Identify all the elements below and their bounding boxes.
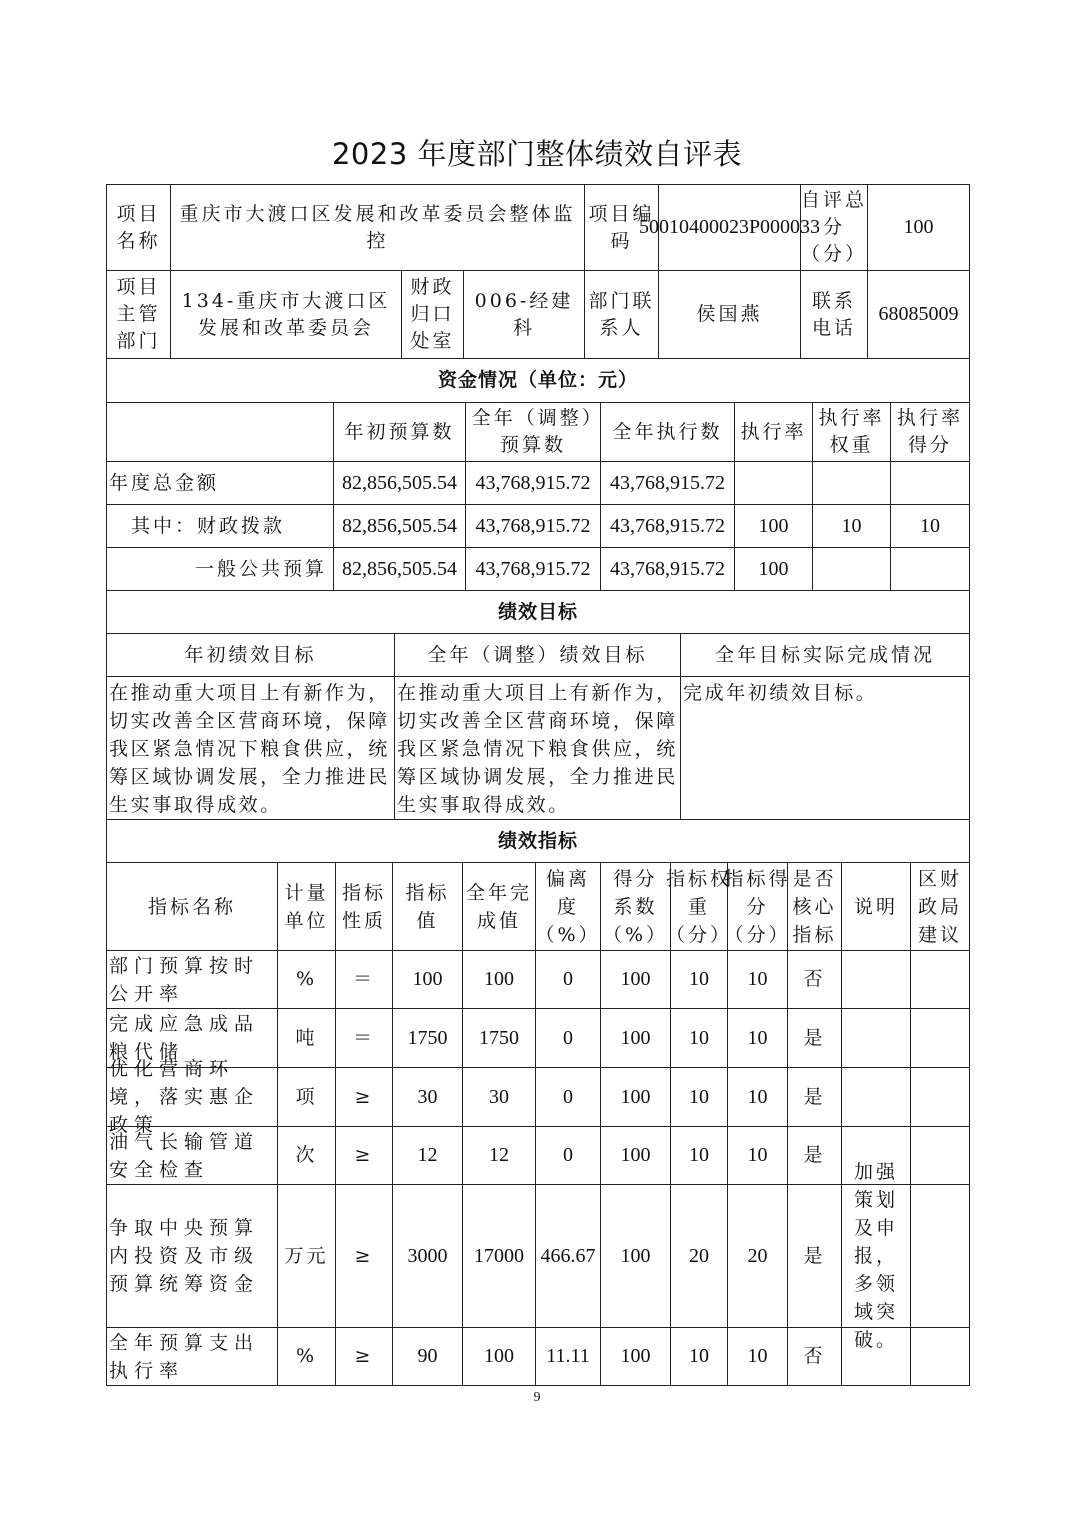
funds-col-header [890, 402, 969, 461]
indicator-cell-name [106, 1327, 277, 1385]
indicator-cell-deviation-text: 466.67 [540, 1244, 596, 1267]
funds-cell-score [890, 504, 969, 547]
funds-col-header-text: 执行率 [740, 420, 807, 443]
funds-cell-label-text: 其中：财政拨款 [131, 514, 286, 537]
funds-cell-weight [812, 547, 890, 590]
indicator-cell-name-text: 全年预算支出执行率 [109, 1331, 260, 1382]
indicator-cell-coef-text: 100 [620, 968, 651, 990]
funds-cell-rate [734, 461, 812, 504]
dept-value-text: 134-重庆市大渡口区发展和改革委员会 [181, 289, 391, 339]
indicator-col-header-text: 区财政局建议 [917, 867, 962, 946]
indicator-cell-deviation [535, 1184, 600, 1327]
funds-col-header [600, 402, 734, 461]
indicator-cell-target-text: 100 [412, 968, 443, 990]
indicator-cell-score-text: 10 [747, 968, 768, 990]
goals-section-title [106, 590, 969, 633]
indicator-cell-unit-text: % [295, 968, 318, 990]
indicator-cell-weight [670, 1008, 727, 1067]
goal-initial [106, 676, 394, 819]
contact-value [658, 270, 800, 358]
indicator-cell-weight [670, 950, 727, 1008]
funds-cell-executed-text: 43,768,915.72 [610, 471, 725, 494]
indicator-cell-score [727, 1126, 787, 1184]
indicator-cell-name [106, 1126, 277, 1184]
indicator-cell-nature-text: ≥ [354, 1085, 374, 1108]
indicator-cell-core-text: 是 [803, 1244, 826, 1267]
indicator-cell-unit-text: % [295, 1345, 318, 1367]
indicator-cell-actual [462, 950, 535, 1008]
indicators-section-title-text: 绩效指标 [497, 829, 578, 852]
indicator-cell-unit-text: 吨 [295, 1026, 318, 1049]
indicator-cell-nature-text: ≥ [354, 1144, 374, 1166]
indicator-cell-deviation [535, 1067, 600, 1126]
indicator-cell-note [841, 1067, 910, 1126]
indicator-cell-advice [910, 1184, 969, 1327]
indicator-cell-weight-text: 20 [689, 1244, 709, 1267]
indicator-col-header [600, 862, 670, 950]
goals-section-title-text: 绩效目标 [497, 600, 578, 623]
funds-section-title-text: 资金情况（单位：元） [437, 369, 638, 391]
goals-col-header-text: 年初绩效目标 [184, 643, 317, 666]
indicator-cell-nature [335, 950, 392, 1008]
funds-cell-label-text: 一般公共预算 [194, 557, 327, 580]
finance-office-label-text: 财政归口处室 [410, 276, 455, 352]
indicator-cell-core-text: 否 [803, 1345, 826, 1367]
self-score-value-text: 100 [903, 216, 934, 238]
funds-cell-label-text: 年度总金额 [109, 471, 220, 494]
indicator-col-header-text: 说明 [853, 895, 898, 918]
indicator-cell-core [787, 1126, 841, 1184]
funds-cell-executed-text: 43,768,915.72 [610, 557, 725, 580]
goals-col-header [106, 633, 394, 676]
indicator-cell-weight [670, 1126, 727, 1184]
funds-cell-initial-text: 82,856,505.54 [342, 471, 457, 494]
indicator-cell-nature [335, 1126, 392, 1184]
indicator-cell-coef-text: 100 [620, 1345, 651, 1367]
indicator-cell-coef-text: 100 [620, 1026, 651, 1049]
indicator-cell-unit [277, 950, 335, 1008]
indicator-cell-weight-text: 10 [689, 968, 709, 990]
self-score-value [867, 184, 969, 270]
funds-col-header-text: 执行率得分 [896, 407, 963, 456]
goal-adjusted [394, 676, 680, 819]
indicator-cell-unit [277, 1184, 335, 1327]
funds-cell-rate [734, 504, 812, 547]
indicator-cell-actual-text: 100 [484, 968, 514, 990]
indicator-cell-name [106, 1184, 277, 1327]
phone-value [867, 270, 969, 358]
funds-cell-score [890, 461, 969, 504]
indicator-cell-core [787, 1184, 841, 1327]
indicator-cell-weight [670, 1184, 727, 1327]
indicator-cell-core [787, 1327, 841, 1385]
indicator-col-header-text: 偏离度（%） [535, 867, 601, 946]
indicator-cell-score-text: 20 [747, 1244, 768, 1267]
indicator-cell-actual [462, 1327, 535, 1385]
indicator-cell-core [787, 1067, 841, 1126]
indicator-cell-unit [277, 1126, 335, 1184]
dept-label-text: 项目主管部门 [116, 276, 161, 352]
indicator-cell-target [392, 1067, 462, 1126]
indicator-cell-actual-text: 30 [489, 1085, 509, 1108]
indicator-cell-name-text: 部门预算按时公开率 [109, 954, 260, 1005]
indicator-col-header [106, 862, 277, 950]
indicator-cell-coef [600, 1126, 670, 1184]
indicator-cell-unit [277, 1067, 335, 1126]
funds-cell-rate-text: 100 [758, 514, 789, 537]
indicator-cell-note [841, 1008, 910, 1067]
indicator-cell-coef [600, 1008, 670, 1067]
goals-col-header-text: 全年（调整）绩效目标 [427, 643, 648, 666]
contact-label-text: 部门联系人 [588, 289, 655, 339]
indicator-col-header-text: 指标性质 [341, 881, 386, 932]
indicator-cell-target-text: 30 [417, 1085, 438, 1108]
indicator-cell-target [392, 950, 462, 1008]
indicator-cell-deviation-text: 0 [563, 1026, 573, 1049]
contact-value-text: 侯国燕 [696, 303, 763, 325]
contact-label [584, 270, 658, 358]
project-code-value [638, 184, 821, 270]
project-code-value-text: 50010400023P000033 [638, 216, 821, 238]
indicator-cell-name [106, 950, 277, 1008]
indicator-cell-note [841, 1161, 910, 1351]
funds-cell-adjusted-text: 43,768,915.72 [475, 471, 591, 494]
indicator-col-header [535, 862, 600, 950]
funds-cell-score [890, 547, 969, 590]
indicator-cell-actual [462, 1126, 535, 1184]
project-name-label [106, 184, 170, 270]
indicator-cell-core [787, 950, 841, 1008]
funds-cell-weight [812, 504, 890, 547]
indicator-cell-score [727, 1184, 787, 1327]
funds-cell-initial [333, 504, 465, 547]
indicator-col-header-text: 指标得分（分） [724, 867, 791, 946]
indicator-cell-deviation-text: 0 [563, 1085, 573, 1108]
indicator-cell-actual [462, 1008, 535, 1067]
indicator-cell-advice [910, 1327, 969, 1385]
funds-cell-adjusted [465, 504, 600, 547]
funds-col-header-text: 全年执行数 [612, 420, 723, 443]
funds-cell-executed [600, 547, 734, 590]
indicator-cell-target [392, 1184, 462, 1327]
indicator-cell-deviation-text: 0 [563, 1144, 573, 1166]
funds-col-header-text: 年初预算数 [344, 420, 455, 443]
finance-office-label [401, 270, 463, 358]
indicators-section-title [106, 819, 969, 862]
indicator-cell-deviation [535, 1008, 600, 1067]
indicator-cell-actual-text: 100 [484, 1345, 514, 1367]
dept-value [170, 270, 401, 358]
indicator-cell-coef [600, 1327, 670, 1385]
indicator-col-header [910, 862, 969, 950]
indicator-cell-score [727, 950, 787, 1008]
phone-label [800, 270, 867, 358]
indicator-col-header-text: 指标权重（分） [666, 867, 733, 946]
indicator-col-header-text: 全年完成值 [465, 881, 532, 932]
indicator-cell-nature [335, 1184, 392, 1327]
indicator-cell-score-text: 10 [747, 1345, 768, 1367]
page-number: 9 [533, 1390, 541, 1405]
funds-col-header-text: 执行率权重 [818, 407, 885, 456]
indicator-cell-nature [335, 1067, 392, 1126]
funds-cell-rate-text: 100 [758, 557, 789, 580]
dept-label [106, 270, 170, 358]
indicator-cell-score-text: 10 [747, 1085, 768, 1108]
project-name-label-text: 项目名称 [116, 202, 161, 252]
goal-initial-text: 在推动重大项目上有新作为，切实改善全区营商环境，保障我区紧急情况下粮食供应，统筹区域协调发展，全力推进民生实事取得成效。 [109, 682, 390, 816]
indicator-cell-score-text: 10 [747, 1144, 768, 1166]
funds-cell-label [106, 461, 333, 504]
goals-col-header [680, 633, 969, 676]
indicator-cell-deviation-text: 0 [563, 968, 573, 990]
indicator-cell-unit [277, 1008, 335, 1067]
indicator-cell-name-text: 油气长输管道安全检查 [109, 1130, 260, 1181]
indicator-cell-actual-text: 12 [489, 1144, 509, 1166]
indicator-cell-advice [910, 1008, 969, 1067]
funds-cell-label [106, 504, 333, 547]
indicator-cell-nature-text: ＝ [352, 1026, 375, 1049]
indicator-cell-target-text: 90 [417, 1345, 438, 1367]
goal-actual-text: 完成年初绩效目标。 [683, 682, 878, 704]
project-name-value-text: 重庆市大渡口区发展和改革委员会整体监控 [179, 202, 576, 252]
indicator-cell-core-text: 否 [803, 968, 826, 990]
indicator-cell-nature-text: ≥ [354, 1244, 374, 1267]
indicator-cell-target-text: 12 [417, 1144, 438, 1166]
indicator-col-header-text: 指标值 [405, 881, 450, 932]
indicator-col-header [277, 862, 335, 950]
funds-cell-label [106, 547, 333, 590]
indicator-col-header [841, 862, 910, 950]
funds-col-header [106, 402, 333, 461]
funds-col-header [465, 402, 600, 461]
indicator-cell-target-text: 1750 [407, 1026, 448, 1049]
funds-cell-initial-text: 82,856,505.54 [342, 557, 457, 580]
indicator-cell-target-text: 3000 [407, 1244, 448, 1267]
indicator-cell-actual [462, 1184, 535, 1327]
funds-cell-adjusted [465, 461, 600, 504]
funds-col-header [734, 402, 812, 461]
indicator-col-header [462, 862, 535, 950]
indicator-col-header [666, 862, 733, 950]
indicator-cell-weight-text: 10 [689, 1026, 709, 1049]
project-name-value [170, 184, 584, 270]
indicator-cell-name-text: 完成应急成品粮代储 [109, 1013, 260, 1063]
indicator-cell-name-text: 争取中央预算内投资及市级预算统筹资金 [109, 1217, 260, 1295]
indicator-cell-score [727, 1008, 787, 1067]
finance-office-value-text: 006-经建科 [474, 289, 574, 339]
indicator-cell-target [392, 1126, 462, 1184]
indicator-col-header-text: 指标名称 [147, 895, 236, 918]
indicator-cell-actual-text: 1750 [479, 1026, 519, 1049]
goal-actual [680, 676, 969, 819]
funds-cell-adjusted [465, 547, 600, 590]
indicator-col-header [335, 862, 392, 950]
indicator-cell-actual [462, 1067, 535, 1126]
indicator-cell-weight-text: 10 [689, 1144, 709, 1166]
indicator-cell-score-text: 10 [747, 1026, 768, 1049]
indicator-cell-note [841, 950, 910, 1008]
indicator-cell-coef [600, 1067, 670, 1126]
funds-cell-weight-text: 10 [841, 514, 862, 537]
funds-cell-adjusted-text: 43,768,915.72 [475, 514, 591, 537]
finance-office-value [463, 270, 584, 358]
indicator-cell-target [392, 1008, 462, 1067]
funds-col-header [812, 402, 890, 461]
funds-cell-score-text: 10 [920, 514, 940, 537]
funds-cell-adjusted-text: 43,768,915.72 [475, 557, 591, 580]
indicator-col-header-text: 计量单位 [284, 881, 329, 932]
indicator-cell-unit-text: 万元 [284, 1244, 329, 1267]
indicator-col-header-text: 得分系数（%） [602, 867, 669, 946]
goals-col-header [394, 633, 680, 676]
phone-label-text: 联系电话 [811, 289, 856, 339]
indicator-cell-coef-text: 100 [620, 1244, 651, 1267]
funds-cell-weight [812, 461, 890, 504]
indicator-cell-actual-text: 17000 [474, 1244, 524, 1267]
indicator-cell-name [106, 1058, 277, 1136]
funds-cell-executed-text: 43,768,915.72 [610, 514, 725, 537]
indicator-cell-core-text: 是 [803, 1026, 826, 1049]
indicator-cell-coef [600, 1184, 670, 1327]
phone-value-text: 68085009 [878, 303, 959, 325]
indicator-cell-weight-text: 10 [689, 1085, 709, 1108]
goal-adjusted-text: 在推动重大项目上有新作为，切实改善全区营商环境，保障我区紧急情况下粮食供应，统筹区域协调发展，全力推进民生实事取得成效。 [397, 682, 678, 816]
indicator-cell-nature [335, 1327, 392, 1385]
indicator-col-header [724, 862, 791, 950]
funds-col-header-text: 全年（调整）预算数 [471, 407, 595, 456]
goals-col-header-text: 全年目标实际完成情况 [714, 643, 935, 666]
funds-col-header [333, 402, 465, 461]
indicator-cell-coef-text: 100 [620, 1144, 651, 1166]
indicator-cell-unit [277, 1327, 335, 1385]
indicator-cell-deviation [535, 950, 600, 1008]
indicator-cell-nature [335, 1008, 392, 1067]
indicator-cell-weight [670, 1067, 727, 1126]
indicator-col-header-text: 是否核心指标 [792, 867, 837, 946]
indicator-cell-coef [600, 950, 670, 1008]
indicator-cell-unit-text: 项 [295, 1085, 318, 1108]
indicator-cell-core-text: 是 [803, 1085, 826, 1108]
indicator-cell-deviation-text: 11.11 [546, 1345, 590, 1367]
indicator-cell-core [787, 1008, 841, 1067]
indicator-cell-coef-text: 100 [620, 1085, 651, 1108]
indicator-cell-nature-text: ＝ [352, 968, 375, 990]
indicator-cell-advice [910, 950, 969, 1008]
indicator-col-header [787, 862, 841, 950]
indicator-cell-score [727, 1067, 787, 1126]
funds-cell-initial [333, 547, 465, 590]
self-score-label [800, 184, 867, 270]
indicator-cell-core-text: 是 [803, 1144, 826, 1166]
indicator-cell-score [727, 1327, 787, 1385]
indicator-cell-name-text: 优化营商环境，落实惠企政策 [109, 1058, 260, 1136]
indicator-col-header [392, 862, 462, 950]
project-code-label-text: 项目编码 [588, 202, 655, 252]
indicator-cell-deviation [535, 1327, 600, 1385]
page-title: 2023 年度部门整体绩效自评表 [331, 137, 743, 171]
funds-cell-executed [600, 504, 734, 547]
indicator-cell-note [841, 1327, 910, 1385]
funds-cell-initial-text: 82,856,505.54 [342, 514, 457, 537]
indicator-cell-note-text: 加强策划及申报，多领域突破。 [853, 1161, 898, 1351]
indicator-cell-advice [910, 1126, 969, 1184]
funds-cell-initial [333, 461, 465, 504]
funds-cell-rate [734, 547, 812, 590]
funds-section-title [106, 358, 969, 402]
self-score-label-text: 自评总分（分） [801, 189, 868, 265]
indicator-cell-advice [910, 1067, 969, 1126]
funds-cell-executed [600, 461, 734, 504]
indicator-cell-weight-text: 10 [689, 1345, 709, 1367]
indicator-cell-target [392, 1327, 462, 1385]
indicator-cell-weight [670, 1327, 727, 1385]
indicator-cell-deviation [535, 1126, 600, 1184]
indicator-cell-nature-text: ≥ [354, 1345, 374, 1367]
indicator-cell-unit-text: 次 [295, 1144, 318, 1166]
